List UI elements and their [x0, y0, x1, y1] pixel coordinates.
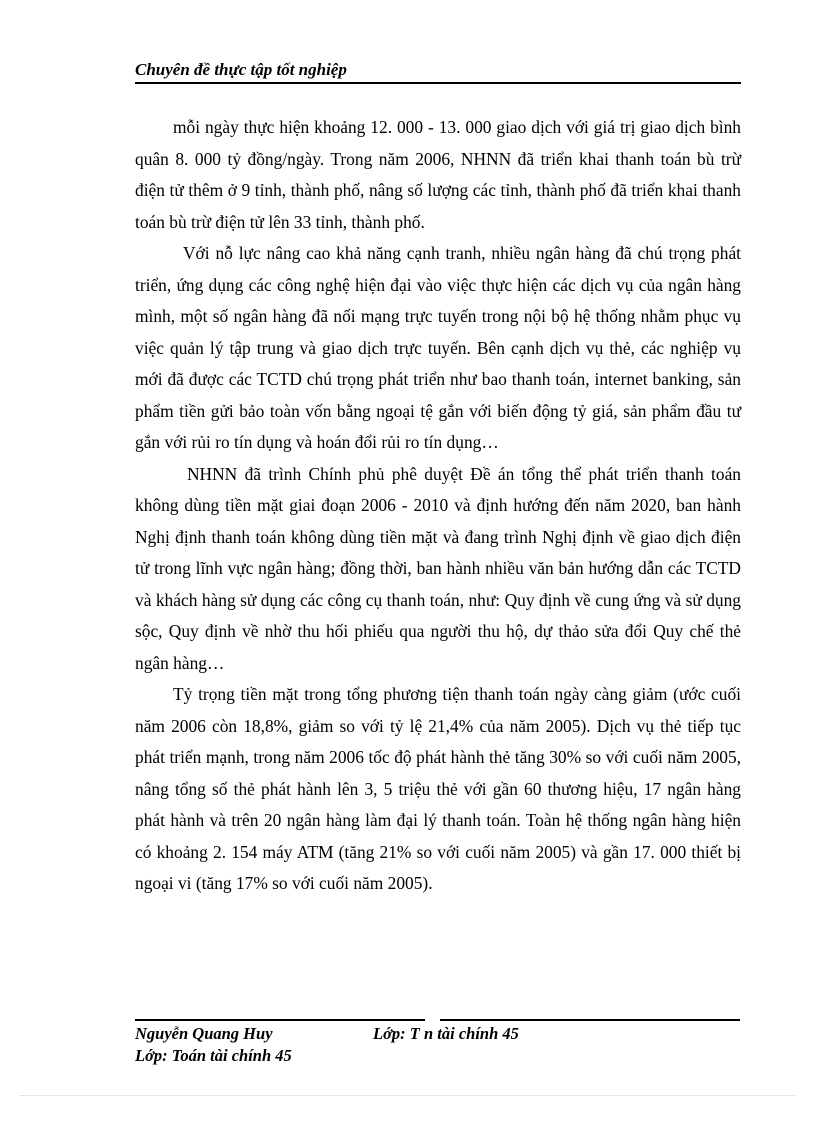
footer-rule-right [440, 1019, 740, 1021]
footer-class-left: Lớp: Toán tài chính 45 [135, 1046, 292, 1065]
paragraph-2: Với nỗ lực nâng cao khả năng cạnh tranh, nhiều ngân hàng đã chú trọng phát triển, ứng dụng các công nghệ hiện đại vào việc thực hiện các dịch vụ của ngân hàng mình, một số ngân hàng đã nối mạng trực tuyến trong nội bộ hệ thống nhằm phục vụ việc quản lý tập trung và giao dịch trực tuyến. Bên cạnh dịch vụ thẻ, các nghiệp vụ mới đã được các TCTD chú trọng phát triển như bao thanh toán, internet banking, sản phẩm tiền gửi bảo toàn vốn bằng ngoại tệ gắn với biến động tỷ giá, sản phẩm đầu tư gắn với rủi ro tín dụng và hoán đổi rủi ro tín dụng… [135, 243, 741, 452]
page-header [135, 58, 741, 84]
header-title: Chuyên đề thực tập tốt nghiệp [135, 60, 347, 79]
footer-class-right: Lớp: T n tài chính 45 [373, 1024, 519, 1043]
paragraph-4: Tỷ trọng tiền mặt trong tổng phương tiện thanh toán ngày càng giảm (ước cuối năm 2006 còn 18,8%, giảm so với tỷ lệ 21,4% của năm 2005). Dịch vụ thẻ tiếp tục phát triển mạnh, trong năm 2006 tốc độ phát hành thẻ tăng 30% so với cuối năm 2005, nâng tổng số thẻ phát hành lên 3, 5 triệu thẻ với gần 60 thương hiệu, 17 ngân hàng phát hành và trên 20 ngân hàng làm đại lý thanh toán. Toàn hệ thống ngân hàng hiện có khoảng 2. 154 máy ATM (tăng 21% so với cuối năm 2005) và gần 17. 000 thiết bị ngoại vi (tăng 17% so với cuối năm 2005). [135, 684, 741, 893]
paragraph-3: NHNN đã trình Chính phủ phê duyệt Đề án tổng thể phát triển thanh toán không dùng tiền mặt giai đoạn 2006 - 2010 và định hướng đến năm 2020, ban hành Nghị định thanh toán không dùng tiền mặt và đang trình Nghị định về giao dịch điện tử trong lĩnh vực ngân hàng; đồng thời, ban hành nhiều văn bản hướng dẫn các TCTD và khách hàng sử dụng các công cụ thanh toán, như: Quy định về cung ứng và sử dụng sộc, Quy định về nhờ thu hối phiếu qua người thu hộ, dự thảo sửa đổi Quy chế thẻ ngân hàng… [135, 463, 741, 673]
paragraph-1: mỗi ngày thực hiện khoảng 12. 000 - 13. 000 giao dịch với giá trị giao dịch bình quân 8. 000 tỷ đồng/ngày. Trong năm 2006, NHNN đã triển khai thanh toán bù trừ điện tử thêm ở 9 tỉnh, thành phố, nâng số lượng các tỉnh, thành phố đã triển khai thanh toán bù trừ điện tử lên 33 tỉnh, thành phố. [135, 117, 741, 232]
body-text [135, 112, 741, 900]
page-footer [135, 1024, 741, 1068]
footer-author-name: Nguyễn Quang Huy [135, 1024, 273, 1043]
footer-rule-left [135, 1019, 425, 1021]
page-bottom-divider [20, 1095, 796, 1096]
